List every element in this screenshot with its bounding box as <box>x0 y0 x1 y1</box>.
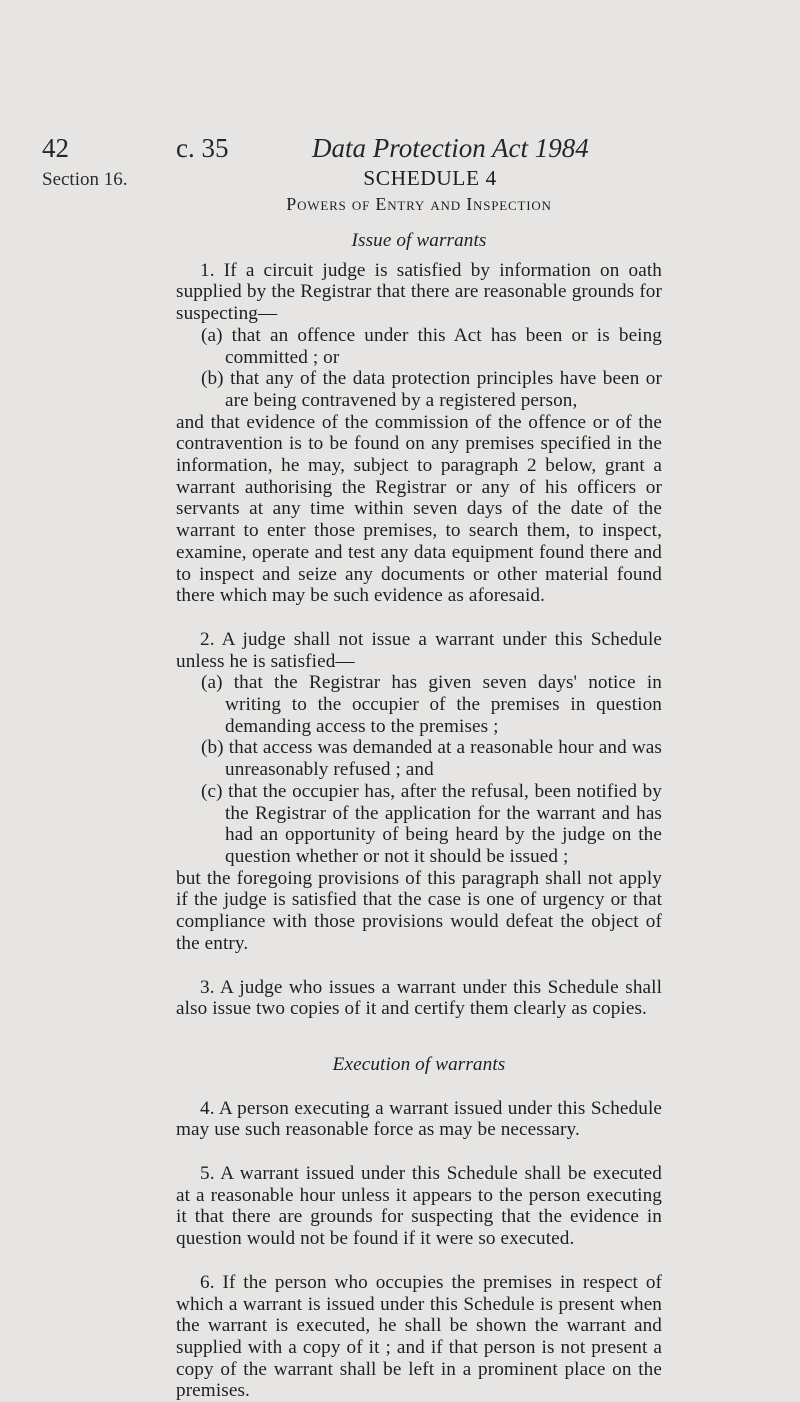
paragraph-2: 2. A judge shall not issue a warrant under this Schedule unless he is satisfied— <box>176 628 662 672</box>
paragraph-3: 3. A judge who issues a warrant under this Schedule shall also issue two copies of it and certify them clearly as copies. <box>176 976 662 1020</box>
schedule-subtitle: Powers of Entry and Inspection <box>286 194 552 214</box>
margin-note: Section 16. <box>42 169 128 190</box>
paragraph-1-item-b: (b) that any of the data protection principles have been or are being contravened by a registered person, <box>201 368 662 411</box>
chapter-reference: c. 35 <box>176 133 229 163</box>
paragraph-5: 5. A warrant issued under this Schedule shall be executed at a reasonable hour unless it appears to the person executing it that there are grounds for suspecting that the evidence in question would not be found if it were so executed. <box>176 1163 662 1250</box>
page-number: 42 <box>42 133 69 163</box>
section-heading-execution: Execution of warrants <box>332 1053 506 1075</box>
section-heading-issue: Issue of warrants <box>351 230 487 251</box>
paragraph-2-item-b: (b) that access was demanded at a reasonable hour and was unreasonably refused ; and <box>201 737 662 781</box>
paragraph-1-item-a: (a) that an offence under this Act has been or is being committed ; or <box>201 324 662 368</box>
paragraph-2-continuation: but the foregoing provisions of this paragraph shall not apply if the judge is satisfied that the case is one of urgency or that compliance with those provisions would defeat the object of the entry. <box>176 867 662 954</box>
paragraph-1-continuation: and that evidence of the commission of the offence or of the contravention is to be found on any premises specified in the information, he may, subject to paragraph 2 below, grant a warrant authorising the Registrar or any of his officers or servants at any time within seven days of the date of the warrant to enter those premises, to search them, to inspect, examine, operate and test any data equipment found there and to inspect and seize any documents or other material found there which may be such evidence as aforesaid. <box>176 411 662 607</box>
paragraph-6: 6. If the person who occupies the premises in respect of which a warrant is issued under this Schedule is present when the warrant is executed, he shall be shown the warrant and supplied with a copy of it ; and if that person is not present a copy of the warrant shall be left in a prominent place on the premises. <box>176 1271 662 1402</box>
act-title: Data Protection Act 1984 <box>312 133 589 163</box>
paragraph-1: 1. If a circuit judge is satisfied by information on oath supplied by the Registrar that there are reasonable grounds for suspecting— <box>176 259 662 325</box>
paragraph-4: 4. A person executing a warrant issued under this Schedule may use such reasonable force as may be necessary. <box>176 1097 662 1141</box>
schedule-title: SCHEDULE 4 <box>363 166 497 190</box>
paragraph-2-item-c: (c) that the occupier has, after the refusal, been notified by the Registrar of the application for the warrant and has had an opportunity of being heard by the judge on the question whether or not it should be issued ; <box>201 780 662 867</box>
paragraph-2-item-a: (a) that the Registrar has given seven days' notice in writing to the occupier of the premises in question demanding access to the premises ; <box>201 672 662 737</box>
schedule-body <box>176 166 662 1402</box>
